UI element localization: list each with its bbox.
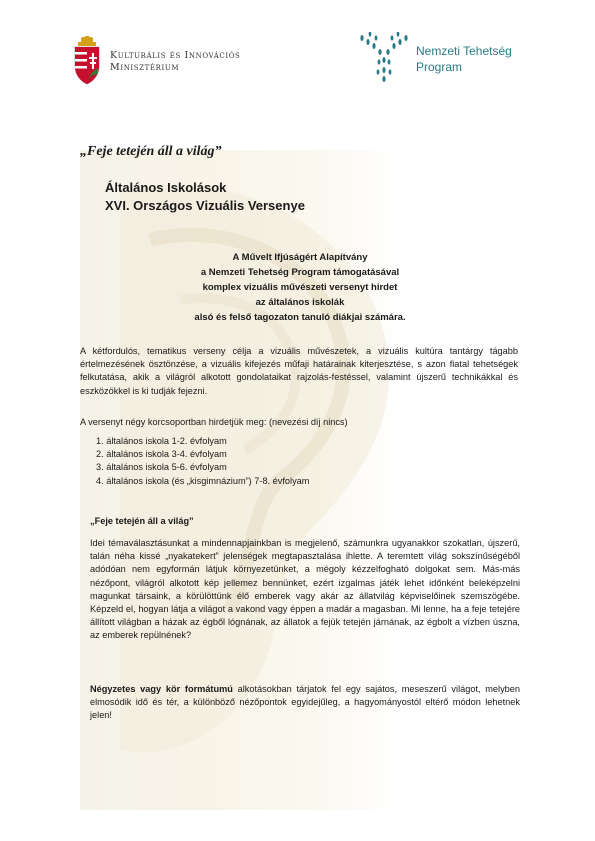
announcement-line: A Művelt Ifjúságért Alapítvány	[232, 252, 368, 263]
announcement-line: alsó és felső tagozaton tanuló diákjai számára.	[194, 312, 406, 323]
page-title: „Feje tetején áll a világ”	[80, 144, 222, 159]
program-title: Nemzeti Tehetség	[416, 44, 512, 58]
hungarian-coat-of-arms-icon	[72, 36, 102, 86]
theme-heading: „Feje tetején áll a világ”	[90, 516, 194, 526]
ministry-name	[110, 50, 240, 74]
format-bold-text: Négyzetes vagy kör formátumú	[90, 684, 233, 694]
intro-paragraph: A kétfordulós, tematikus verseny célja a vizuális művészetek, a vizuális kultúra tantárgy tágabb értelmezésének ösztönzése, a vizuális kifejezés műfaji határainak kiterjesztése, s azon fiatal tehetségek felkutatása, akik a világról alkotott gondolataikat rajzolás-festéssel, valamint újszerű technikákkal és eszközökkel is ki tudják fejezni.	[80, 346, 518, 396]
list-item: 1. általános iskola 1-2. évfolyam	[96, 436, 227, 446]
subtitle-line-2: XVI. Országos Vizuális Versenye	[105, 198, 305, 213]
announcement-line: a Nemzeti Tehetség Program támogatásával	[200, 267, 400, 278]
age-groups-list	[96, 435, 309, 488]
subtitle-line-1: Általános Iskolások	[105, 180, 227, 195]
list-item: 3. általános iskola 5-6. évfolyam	[96, 462, 227, 473]
ministry-name-line1: Kulturális és Innovációs	[110, 50, 241, 61]
announcement-block	[80, 250, 520, 325]
ministry-logo	[72, 36, 292, 86]
ntp-leaf-icon	[358, 32, 410, 84]
list-item: 4. általános iskola (és „kisgimnázium”) 7-8. évfolyam	[96, 475, 310, 486]
age-groups-intro: A versenyt négy korcsoportban hirdetjük meg: (nevezési díj nincs)	[80, 417, 348, 427]
format-paragraph	[90, 683, 520, 723]
program-subtitle: Program	[416, 60, 463, 74]
list-item: 2. általános iskola 3-4. évfolyam	[96, 449, 227, 460]
ntp-logo	[358, 32, 538, 84]
theme-paragraph: Idei témaválasztásunkat a mindennapjainkban is megjelenő, számunkra ugyanakkor szokatlan, újszerű, talán néha kissé „nyakatekert” jelenségek megtapasztalása ihlette. A teremtett világ sokszínűségéből adódóan nem egyformán látjuk környezetünket, a mégoly kézzelfogható dolgokat sem. Más-más nézőpont, világról alkotott kép jellemez bennünket, ezért izgalmas játék lehet időnként beleképzelni magunkat társaink, a körülöttünk élő emberek vagy akár az állatvilág képviselőinek szemszögébe. Képzeld el, hogyan látja a világot a vakond vagy éppen a madár a magasban. Mi lenne, ha a feje tetejére állított világban a házak az égből lógnának, az állatok a fejük tetején járnának, az égbolt a vízben úszna, az emberek repülnének?	[90, 538, 520, 641]
ministry-name-line2: Minisztérium	[110, 62, 180, 73]
announcement-line: komplex vizuális művészeti versenyt hirdet	[202, 282, 398, 293]
format-text: alkotásokban tárjatok fel egy sajátos, meseszerű világot, melyben elmosódik idő és tér, a különböző nézőpontok egyidejűleg, a hagyományostól eltérő módon lehetnek jelen!	[90, 684, 521, 721]
announcement-line: az általános iskolák	[255, 297, 345, 308]
